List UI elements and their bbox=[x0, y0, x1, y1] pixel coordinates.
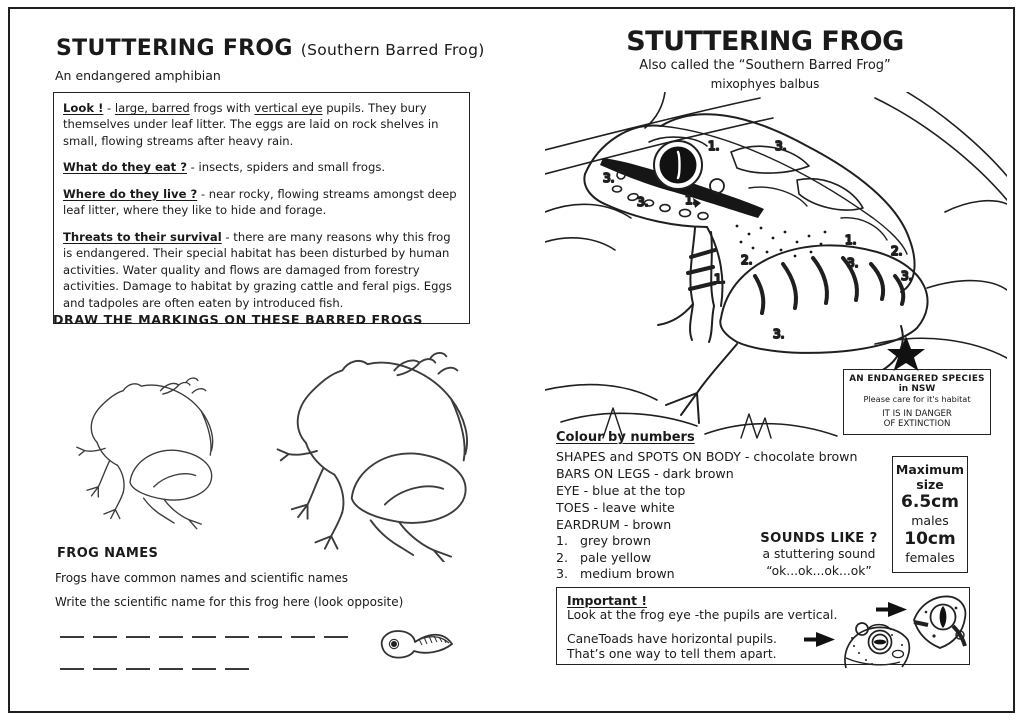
left-title-suffix: (Southern Barred Frog) bbox=[300, 41, 485, 59]
scientific-name-blank-row2 bbox=[60, 668, 258, 672]
toad-head-horizontal-pupil-icon bbox=[842, 620, 912, 670]
sounds-like-block bbox=[744, 531, 894, 579]
info-paragraph: What do they eat ? - insects, spiders and small frogs. bbox=[63, 160, 386, 175]
max-size-males-value: 6.5cm bbox=[901, 492, 959, 512]
left-page-subtitle: An endangered amphibian bbox=[55, 68, 221, 83]
info-box bbox=[53, 92, 470, 324]
write-in-dash bbox=[192, 668, 216, 670]
right-page-title: STUTTERING FROG bbox=[626, 26, 904, 57]
species-name: mixophyes balbus bbox=[710, 77, 820, 91]
illustration-number-label: 3. bbox=[603, 171, 615, 185]
max-size-males-label: males bbox=[911, 513, 949, 528]
write-in-dash bbox=[258, 636, 282, 638]
sounds-like-line2: “ok...ok...ok...ok” bbox=[766, 563, 872, 578]
draw-markings-heading: DRAW THE MARKINGS ON THESE BARRED FROGS bbox=[53, 312, 423, 327]
write-in-dash bbox=[225, 636, 249, 638]
colour-line: SHAPES and SPOTS ON BODY - chocolate brown bbox=[556, 449, 858, 464]
important-line1: Look at the frog eye -the pupils are vertical. bbox=[567, 608, 838, 622]
write-in-dash bbox=[93, 668, 117, 670]
write-in-dash bbox=[225, 668, 249, 670]
sounds-like-line1: a stuttering sound bbox=[762, 547, 876, 561]
endangered-line3: Please care for it's habitat bbox=[863, 394, 971, 404]
write-in-dash bbox=[126, 636, 150, 638]
colour-line: TOES - leave white bbox=[556, 500, 675, 515]
max-size-females-value: 10cm bbox=[904, 529, 956, 549]
max-size-word1: Maximum bbox=[895, 462, 965, 477]
info-paragraphs bbox=[63, 100, 460, 311]
frog-outline-large bbox=[246, 350, 492, 562]
endangered-species-box bbox=[843, 369, 991, 435]
colour-line: BARS ON LEGS - dark brown bbox=[556, 466, 734, 481]
sounds-like-heading: SOUNDS LIKE ? bbox=[760, 531, 878, 546]
write-in-dash bbox=[324, 636, 348, 638]
colour-line: EARDRUM - brown bbox=[556, 517, 672, 532]
important-line2: CaneToads have horizontal pupils. bbox=[567, 631, 777, 646]
frog-head-vertical-pupil-icon bbox=[912, 590, 968, 650]
colour-line: EYE - blue at the top bbox=[556, 483, 686, 498]
illustration-number-label: 3. bbox=[847, 256, 859, 270]
frog-outline-small bbox=[56, 376, 234, 534]
write-in-dash bbox=[126, 668, 150, 670]
left-page-title bbox=[56, 36, 485, 61]
scientific-name-blank-row1 bbox=[60, 636, 357, 640]
illustration-number-label: 1. bbox=[708, 139, 720, 153]
illustration-number-label: 3. bbox=[637, 195, 649, 209]
endangered-line2: in NSW bbox=[898, 384, 936, 394]
frog-names-heading: FROG NAMES bbox=[57, 546, 159, 561]
important-heading: Important ! bbox=[567, 593, 648, 608]
illustration-number-label: 2. bbox=[891, 244, 903, 258]
write-in-dash bbox=[192, 636, 216, 638]
endangered-line5: OF EXTINCTION bbox=[883, 419, 951, 429]
illustration-number-label: 3. bbox=[773, 327, 785, 341]
info-paragraph: Threats to their survival - there are many reasons why this frog is endangered. Their special habitat has been disturbed by human activities. Water quality and flows are damaged from forestry activities. Damage to habitat by grazing cattle and feral pigs. Eggs and tadpoles are often eaten by introduced fish. bbox=[63, 229, 452, 310]
illustration-number-label: 1. bbox=[685, 193, 697, 207]
frog-names-line1: Frogs have common names and scientific names bbox=[55, 571, 349, 585]
illustration-number-label: 1. bbox=[714, 272, 726, 286]
endangered-line4: IT IS IN DANGER bbox=[882, 409, 952, 419]
write-in-dash bbox=[159, 668, 183, 670]
illustration-number-label: 2. bbox=[741, 253, 753, 267]
write-in-dash bbox=[60, 636, 84, 638]
write-in-dash bbox=[291, 636, 315, 638]
colour-numbered-item: 1. grey brown bbox=[556, 533, 651, 548]
arrow-right-icon bbox=[876, 602, 908, 617]
colour-by-numbers-heading: Colour by numbers bbox=[556, 430, 695, 445]
important-line3: That’s one way to tell them apart. bbox=[567, 647, 777, 661]
right-page-subtitle: Also called the “Southern Barred Frog” bbox=[639, 58, 891, 73]
info-paragraph: Look ! - large, barred frogs with vertical eye pupils. They bury themselves under leaf litter. The eggs are laid on rock shelves in small, flowing streams after heavy rain. bbox=[63, 101, 439, 148]
star-icon bbox=[886, 336, 926, 374]
illustration-number-label: 3. bbox=[775, 139, 787, 153]
write-in-dash bbox=[159, 636, 183, 638]
maximum-size-box bbox=[892, 456, 968, 573]
tadpole-icon bbox=[378, 624, 456, 664]
write-in-dash bbox=[93, 636, 117, 638]
arrow-right-icon bbox=[804, 632, 836, 647]
endangered-line1: AN ENDANGERED SPECIES bbox=[849, 374, 985, 384]
colour-numbered-item: 3. medium brown bbox=[556, 566, 675, 581]
max-size-females-label: females bbox=[905, 550, 955, 565]
left-title-main: STUTTERING FROG bbox=[56, 36, 293, 61]
colour-lines bbox=[556, 448, 901, 533]
max-size-word2: size bbox=[916, 477, 944, 492]
colour-numbered-item: 2. pale yellow bbox=[556, 549, 652, 565]
frog-names-line2: Write the scientific name for this frog here (look opposite) bbox=[55, 595, 404, 609]
info-paragraph: Where do they live ? - near rocky, flowing streams amongst deep leaf litter, where they like to hide and forage. bbox=[63, 186, 457, 218]
illustration-number-label: 3. bbox=[901, 269, 913, 283]
write-in-dash bbox=[60, 668, 84, 670]
illustration-number-label: 1. bbox=[845, 233, 857, 247]
